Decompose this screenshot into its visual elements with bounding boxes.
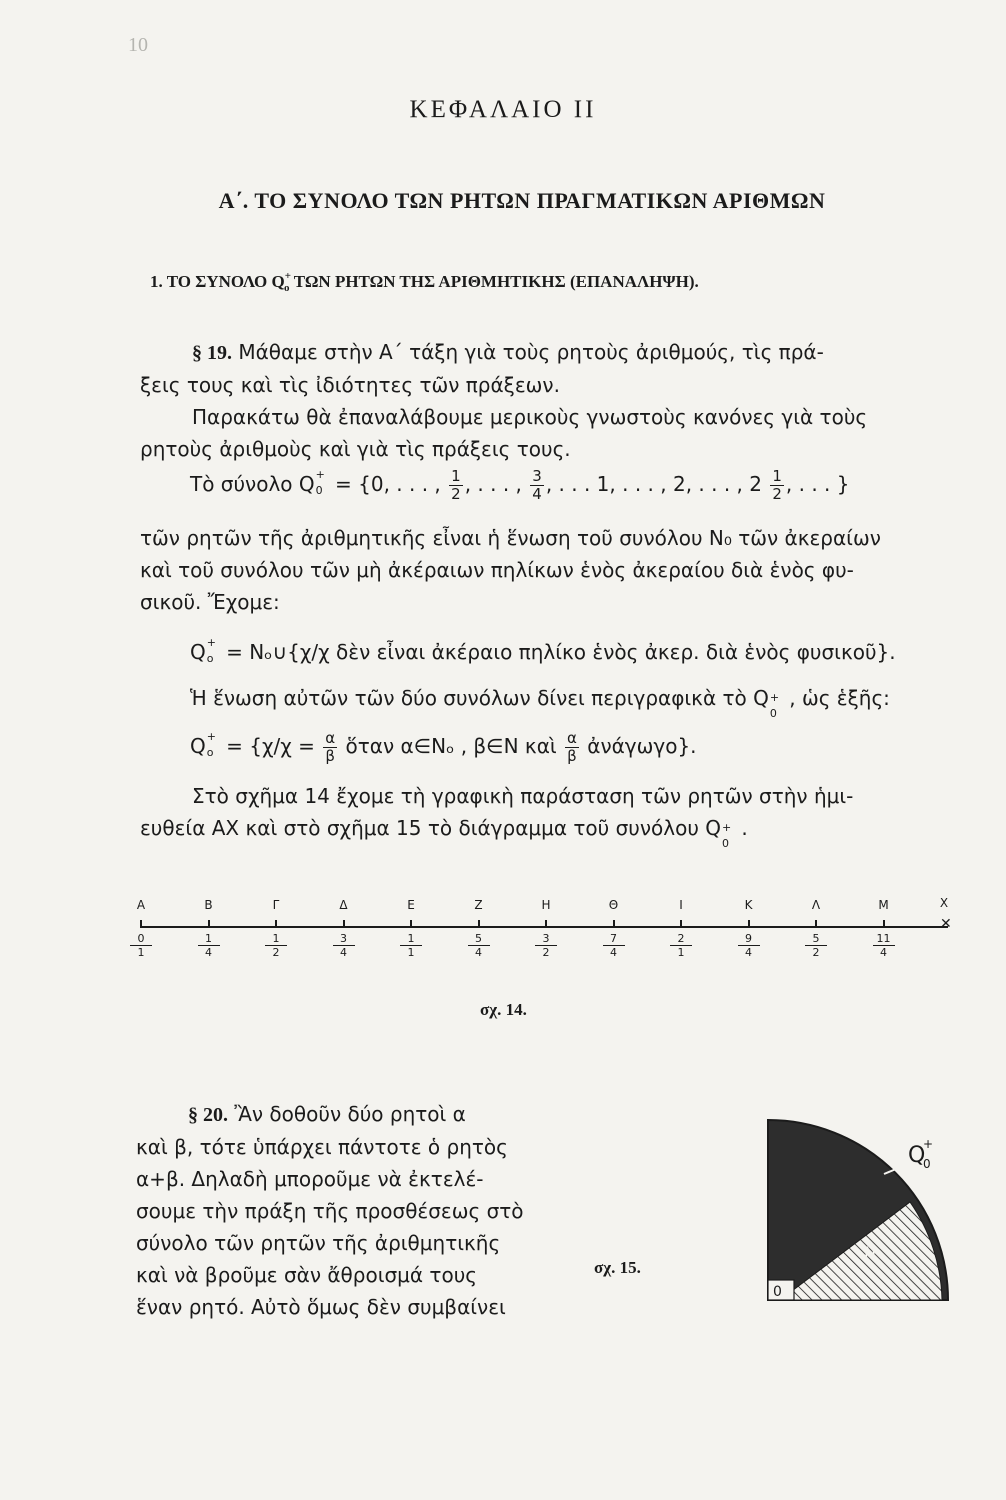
math-text: Q xyxy=(190,640,206,664)
para-line: ξεις τους καὶ τὶς ἰδιότητες τῶν πράξεων. xyxy=(140,373,560,397)
label-o: 0 xyxy=(773,1284,782,1300)
para-line: καὶ τοῦ συνόλου τῶν μὴ ἀκέραιων πηλίκων ἑνὸς ἀκεραίου διὰ ἑνὸς φυ- xyxy=(140,558,854,582)
denominator: 2 xyxy=(451,485,461,503)
math-text: , . . . , xyxy=(464,472,522,496)
figure-14-caption: σχ. 14. xyxy=(480,1000,527,1019)
math-text: = {0, . . . , xyxy=(328,472,441,496)
denominator: 4 xyxy=(340,946,347,959)
heading-suffix: ΤΩΝ ΡΗΤΩΝ ΤΗΣ ΑΡΙΘΜΗΤΙΚΗΣ (ΕΠΑΝΑΛΗΨΗ). xyxy=(289,272,699,291)
number-line-tick xyxy=(815,920,817,928)
heading-text: 1. ΤΟ ΣΥΝΟΛΟ Q xyxy=(150,272,285,291)
fraction xyxy=(770,468,784,503)
number-line-tick xyxy=(545,920,547,928)
sup-sub xyxy=(721,820,735,850)
label-q-sub: 0 xyxy=(923,1157,931,1171)
sup-sub xyxy=(769,690,783,720)
number-line-fraction xyxy=(265,932,287,959)
denominator: 2 xyxy=(812,946,820,959)
line-text: ευθεία ΑΧ καὶ στὸ σχῆμα 15 τὸ διάγραμμα τοῦ συνόλου Q xyxy=(140,816,721,840)
number-line-fraction xyxy=(468,932,490,959)
number-line-fraction xyxy=(805,932,827,959)
math-text: ὅταν α∈Nₒ , β∈N καὶ xyxy=(339,734,564,758)
number-line-tick xyxy=(208,920,210,928)
numerator: 3 xyxy=(532,467,542,485)
number-line-letter: Η xyxy=(541,898,551,912)
number-line-axis xyxy=(140,926,948,928)
fraction xyxy=(530,468,544,503)
numerator: 1 xyxy=(198,932,220,946)
number-line-fraction xyxy=(198,932,220,959)
number-line-tick xyxy=(478,920,480,928)
number-line-letter: Γ xyxy=(272,898,280,912)
line-text: Ἡ ἕνωση αὐτῶν τῶν δύο συνόλων δίνει περιγραφικὰ τὸ Q xyxy=(190,686,769,710)
fraction xyxy=(323,730,337,765)
para-line: Στὸ σχῆμα 14 ἔχομε τὴ γραφικὴ παράσταση τῶν ρητῶν στὴν ἡμι- xyxy=(192,784,854,808)
heading-sub: o xyxy=(284,282,290,294)
para-line xyxy=(136,1098,566,1131)
numerator: 11 xyxy=(873,932,895,946)
para-line: Παρακάτω θὰ ἐπαναλάβουμε μερικοὺς γνωστοὺς κανόνες γιὰ τοὺς xyxy=(192,405,868,429)
sub: 0 xyxy=(722,836,729,850)
equation-1 xyxy=(190,635,896,665)
union-description xyxy=(190,682,890,720)
math-text: Τὸ σύνολο Q xyxy=(190,472,315,496)
figure-15-caption: σχ. 15. xyxy=(594,1258,641,1277)
numerator: 1 xyxy=(772,467,782,485)
numerator: 0 xyxy=(130,932,152,946)
equation-2 xyxy=(190,730,697,765)
numerator: 3 xyxy=(535,932,557,946)
denominator: 4 xyxy=(475,946,482,959)
sup: + xyxy=(722,820,732,834)
number-line-end-letter: Χ xyxy=(939,896,949,910)
para-line: σύνολο τῶν ρητῶν τῆς ἀριθμητικῆς xyxy=(136,1231,501,1255)
math-text: ἀνάγωγο}. xyxy=(580,734,697,758)
para-line: σουμε τὴν πράξη τῆς προσθέσεως στὸ xyxy=(136,1199,524,1223)
numerator: α xyxy=(567,729,577,747)
number-line-tick xyxy=(748,920,750,928)
math-text: , . . . 1, . . . , 2, . . . , 2 xyxy=(545,472,762,496)
denominator: 1 xyxy=(137,946,145,959)
union-paragraph xyxy=(140,522,960,618)
number-line-letter: Ι xyxy=(679,898,683,912)
sup-sub xyxy=(206,635,220,665)
numerator: 1 xyxy=(400,932,422,946)
para-line: α+β. Δηλαδὴ μποροῦμε νὰ ἐκτελέ- xyxy=(136,1167,484,1191)
math-text: Q xyxy=(190,734,206,758)
numerator: α xyxy=(325,729,336,747)
sup-sub xyxy=(206,729,220,759)
numerator: 5 xyxy=(805,932,827,946)
sup: + xyxy=(315,467,325,481)
number-line-tick xyxy=(140,920,142,928)
fraction xyxy=(565,730,579,765)
numerator: 5 xyxy=(468,932,490,946)
line-text: Μάθαμε στὴν Α΄ τάξη γιὰ τοὺς ρητοὺς ἀριθμούς, τὶς πρά- xyxy=(232,340,824,364)
numerator: 2 xyxy=(670,932,692,946)
number-line-letter: Β xyxy=(204,898,213,912)
set-definition xyxy=(190,468,970,503)
number-line-tick xyxy=(883,920,885,928)
number-line-letter: Λ xyxy=(811,898,821,912)
denominator: β xyxy=(325,747,335,765)
heading-sup: + xyxy=(284,270,292,282)
para-line: καὶ β, τότε ὑπάρχει πάντοτε ὁ ρητὸς xyxy=(136,1135,508,1159)
math-text: = Nₒ∪{χ/χ δὲν εἶναι ἀκέραιο πηλίκο ἑνὸς ἀκερ. διὰ ἑνὸς φυσικοῦ}. xyxy=(219,640,896,664)
sub: 0 xyxy=(769,706,777,720)
number-line-fraction xyxy=(333,932,355,959)
figure-15-diagram xyxy=(760,1110,980,1310)
numerator: 1 xyxy=(265,932,287,946)
number-line-letter: Α xyxy=(136,898,146,912)
number-line-tick xyxy=(275,920,277,928)
para-line xyxy=(140,336,960,369)
number-line-letter: Κ xyxy=(744,898,753,912)
number-line-letter: Μ xyxy=(878,898,889,912)
denominator: 1 xyxy=(407,946,415,959)
figure-paragraph xyxy=(140,780,960,850)
sup: + xyxy=(206,635,216,649)
sup-sub xyxy=(315,467,329,497)
number-line-fraction xyxy=(670,932,692,959)
denominator: 2 xyxy=(272,946,280,959)
denominator: 4 xyxy=(880,946,887,959)
line-text: Ἂν δοθοῦν δύο ρητοὶ α xyxy=(228,1102,466,1126)
number-line-arrow-icon: ✕ xyxy=(940,916,952,932)
denominator: β xyxy=(567,747,577,765)
math-text: = {χ/χ = xyxy=(219,734,322,758)
number-line-fraction xyxy=(738,932,760,959)
para-line: σικοῦ. Ἔχομε: xyxy=(140,590,280,614)
sub: o xyxy=(206,745,214,759)
para-line: καὶ νὰ βροῦμε σὰν ἄθροισμά τους xyxy=(136,1263,478,1287)
subsection-heading-1 xyxy=(150,272,699,292)
sub: 0 xyxy=(315,483,323,497)
number-line-figure xyxy=(0,890,1006,970)
number-line-letter: Ε xyxy=(407,898,415,912)
math-text: , . . . } xyxy=(785,472,850,496)
number-line-tick xyxy=(343,920,345,928)
number-line-fraction xyxy=(400,932,422,959)
number-line-fraction xyxy=(130,932,152,959)
number-line-fraction xyxy=(603,932,625,959)
fraction xyxy=(449,468,463,503)
denominator: 1 xyxy=(677,946,685,959)
number-line-tick xyxy=(613,920,615,928)
section-mark: § 19. xyxy=(192,342,232,364)
sub: o xyxy=(206,651,214,665)
para-line: ρητοὺς ἀριθμοὺς καὶ γιὰ τὶς πράξεις τους. xyxy=(140,437,571,461)
denominator: 2 xyxy=(542,946,550,959)
section-heading-a: Α΄. ΤΟ ΣΥΝΟΛΟ ΤΩΝ ΡΗΤΩΝ ΠΡΑΓΜΑΤΙΚΩΝ ΑΡΙΘΜΩΝ xyxy=(218,188,826,213)
denominator: 4 xyxy=(745,946,752,959)
sup: + xyxy=(206,729,216,743)
number-line-fraction xyxy=(535,932,557,959)
label-q-sup: + xyxy=(923,1137,934,1151)
denominator: 2 xyxy=(772,485,782,503)
line-text: . xyxy=(735,816,748,840)
number-line-letter: Ζ xyxy=(474,898,483,912)
page-number: 10 xyxy=(128,34,148,56)
numerator: 7 xyxy=(603,932,625,946)
numerator: 9 xyxy=(738,932,760,946)
para-line xyxy=(140,812,960,850)
number-line-tick xyxy=(410,920,412,928)
section-20-paragraph xyxy=(136,1098,566,1323)
label-q: Q xyxy=(908,1143,926,1168)
section-19-paragraph xyxy=(140,336,960,465)
numerator: 1 xyxy=(451,467,461,485)
line-text: , ὡς ἑξῆς: xyxy=(782,686,890,710)
label-n: N xyxy=(864,1243,876,1262)
number-line-letter: Θ xyxy=(608,898,619,912)
para-line: τῶν ρητῶν τῆς ἀριθμητικῆς εἶναι ἡ ἕνωση τοῦ συνόλου Ν₀ τῶν ἀκεραίων xyxy=(140,526,881,550)
number-line-fraction xyxy=(873,932,895,959)
chapter-title: ΚΕΦΑΛΑΙΟ ΙΙ xyxy=(409,96,597,123)
number-line-tick xyxy=(680,920,682,928)
para-line: ἕναν ρητό. Αὐτὸ ὅμως δὲν συμβαίνει xyxy=(136,1295,506,1319)
denominator: 4 xyxy=(532,485,542,503)
number-line-letter: Δ xyxy=(339,898,348,912)
section-mark: § 20. xyxy=(188,1104,228,1126)
sup: + xyxy=(769,690,780,704)
denominator: 4 xyxy=(205,946,212,959)
denominator: 4 xyxy=(610,946,617,959)
numerator: 3 xyxy=(333,932,355,946)
